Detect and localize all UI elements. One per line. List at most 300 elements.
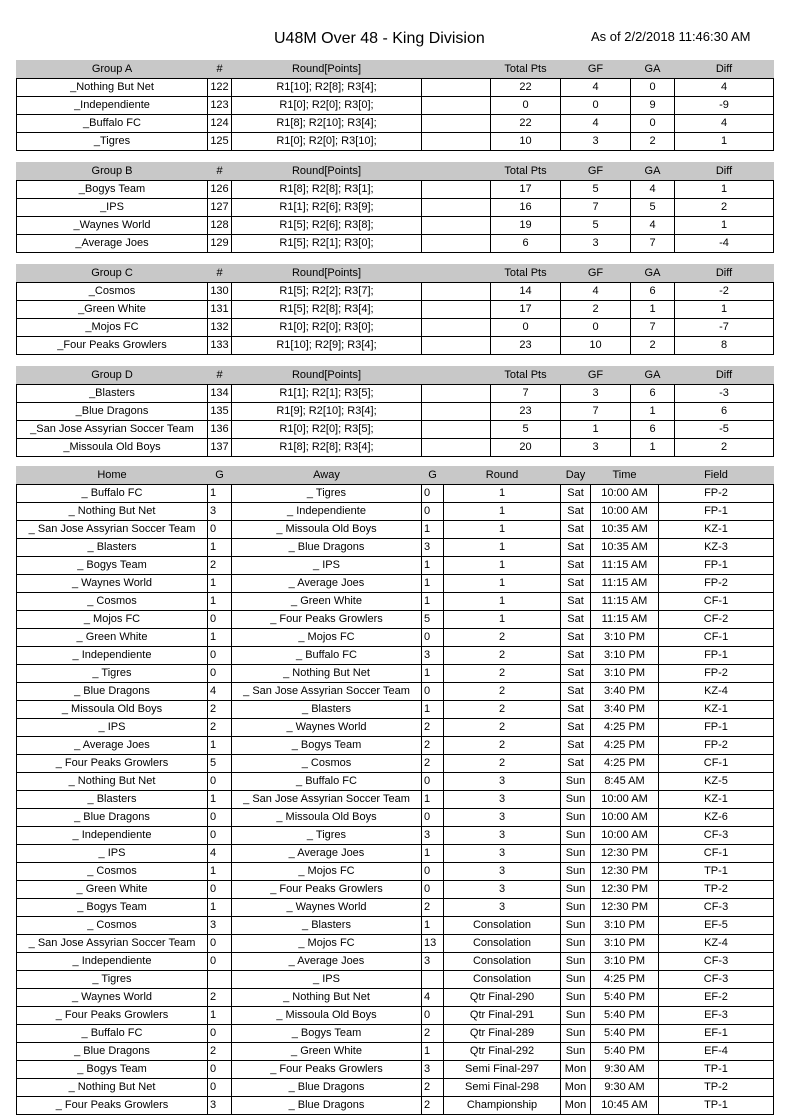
away-goals: 2 (422, 755, 444, 773)
blank-cell (422, 97, 491, 115)
table-row (17, 79, 774, 97)
home-team: _ Bogys Team (17, 899, 208, 917)
away-goals: 3 (422, 1061, 444, 1079)
team-number: 126 (208, 181, 232, 199)
goal-diff: 1 (675, 217, 774, 235)
day: Sun (561, 791, 591, 809)
table-row (17, 575, 774, 593)
away-goals-header: G (422, 467, 444, 485)
home-team: _ Green White (17, 629, 208, 647)
group-table (16, 264, 774, 355)
time: 5:40 PM (591, 989, 659, 1007)
round: 1 (444, 611, 561, 629)
home-goals-header: G (208, 467, 232, 485)
table-row (17, 1061, 774, 1079)
away-goals: 0 (422, 773, 444, 791)
table-row (17, 593, 774, 611)
away-goals: 0 (422, 503, 444, 521)
blank-cell (422, 319, 491, 337)
field: TP-2 (659, 1079, 774, 1097)
schedule-table (16, 466, 774, 1115)
home-goals: 1 (208, 863, 232, 881)
away-goals: 0 (422, 629, 444, 647)
away-team: _ Nothing But Net (232, 665, 422, 683)
away-team: _ Mojos FC (232, 935, 422, 953)
away-team: _ Mojos FC (232, 629, 422, 647)
team-number: 130 (208, 283, 232, 301)
table-row (17, 301, 774, 319)
time: 12:30 PM (591, 881, 659, 899)
day: Sun (561, 953, 591, 971)
column-header (422, 265, 491, 283)
round: 3 (444, 863, 561, 881)
round: 2 (444, 665, 561, 683)
table-row (17, 773, 774, 791)
round-header: Round (444, 467, 561, 485)
round-points: R1[5]; R2[6]; R3[8]; (232, 217, 422, 235)
round: 3 (444, 899, 561, 917)
away-goals: 1 (422, 575, 444, 593)
team-name: _Mojos FC (17, 319, 208, 337)
home-team: _ Tigres (17, 971, 208, 989)
time: 3:10 PM (591, 647, 659, 665)
blank-cell (422, 385, 491, 403)
column-header: Diff (675, 163, 774, 181)
day: Sun (561, 845, 591, 863)
table-row (17, 217, 774, 235)
away-team: _ Green White (232, 1043, 422, 1061)
day: Sun (561, 899, 591, 917)
round: 3 (444, 845, 561, 863)
total-points: 23 (491, 403, 561, 421)
table-row (17, 1007, 774, 1025)
home-goals: 1 (208, 575, 232, 593)
round: 1 (444, 485, 561, 503)
home-team: _ Cosmos (17, 917, 208, 935)
team-name: _Missoula Old Boys (17, 439, 208, 457)
goal-diff: -2 (675, 283, 774, 301)
home-goals: 0 (208, 1061, 232, 1079)
blank-cell (422, 283, 491, 301)
column-header: # (208, 265, 232, 283)
goal-diff: 2 (675, 439, 774, 457)
day: Sat (561, 755, 591, 773)
team-name: _Green White (17, 301, 208, 319)
blank-cell (422, 79, 491, 97)
time: 10:35 AM (591, 539, 659, 557)
round: 2 (444, 629, 561, 647)
table-row (17, 503, 774, 521)
column-header: GA (631, 61, 675, 79)
table-row (17, 755, 774, 773)
total-points: 6 (491, 235, 561, 253)
team-number: 122 (208, 79, 232, 97)
away-team: _ Blasters (232, 701, 422, 719)
home-goals: 1 (208, 899, 232, 917)
column-header: # (208, 367, 232, 385)
away-team: _ Blue Dragons (232, 539, 422, 557)
column-header: Round[Points] (232, 367, 422, 385)
home-team: _ Four Peaks Growlers (17, 1097, 208, 1115)
total-points: 10 (491, 133, 561, 151)
away-goals: 1 (422, 917, 444, 935)
round-points: R1[5]; R2[8]; R3[4]; (232, 301, 422, 319)
day: Sun (561, 881, 591, 899)
team-name: _Cosmos (17, 283, 208, 301)
home-goals: 0 (208, 809, 232, 827)
day: Sat (561, 629, 591, 647)
field-header: Field (659, 467, 774, 485)
table-row (17, 611, 774, 629)
away-team: _ Average Joes (232, 953, 422, 971)
total-points: 14 (491, 283, 561, 301)
table-row (17, 521, 774, 539)
away-goals: 0 (422, 809, 444, 827)
table-row (17, 737, 774, 755)
home-team: _ Nothing But Net (17, 773, 208, 791)
home-goals: 0 (208, 953, 232, 971)
goals-for: 0 (561, 319, 631, 337)
goals-for: 5 (561, 181, 631, 199)
round: 2 (444, 755, 561, 773)
total-points: 16 (491, 199, 561, 217)
column-header: Total Pts (491, 265, 561, 283)
away-goals: 0 (422, 683, 444, 701)
column-header: Diff (675, 367, 774, 385)
home-goals: 1 (208, 539, 232, 557)
round-points: R1[10]; R2[9]; R3[4]; (232, 337, 422, 355)
home-team: _ Green White (17, 881, 208, 899)
away-team: _ Waynes World (232, 719, 422, 737)
group-table (16, 60, 774, 151)
field: KZ-4 (659, 935, 774, 953)
day: Sun (561, 809, 591, 827)
round: 1 (444, 539, 561, 557)
away-team: _ Missoula Old Boys (232, 1007, 422, 1025)
blank-cell (422, 181, 491, 199)
goals-for: 7 (561, 403, 631, 421)
total-points: 5 (491, 421, 561, 439)
day: Sun (561, 917, 591, 935)
away-team: _ Nothing But Net (232, 989, 422, 1007)
goal-diff: 6 (675, 403, 774, 421)
table-row (17, 989, 774, 1007)
day: Sun (561, 989, 591, 1007)
table-row (17, 319, 774, 337)
field: FP-1 (659, 647, 774, 665)
goals-against: 6 (631, 421, 675, 439)
goal-diff: 8 (675, 337, 774, 355)
round: 1 (444, 503, 561, 521)
team-name: _Average Joes (17, 235, 208, 253)
goals-against: 1 (631, 301, 675, 319)
blank-cell (422, 199, 491, 217)
column-header: Total Pts (491, 61, 561, 79)
away-team: _ IPS (232, 971, 422, 989)
home-goals: 4 (208, 845, 232, 863)
field: TP-1 (659, 1097, 774, 1115)
table-row (17, 1079, 774, 1097)
table-row (17, 701, 774, 719)
goals-for: 0 (561, 97, 631, 115)
goal-diff: 1 (675, 181, 774, 199)
day: Sat (561, 611, 591, 629)
column-header: Round[Points] (232, 61, 422, 79)
goals-for: 1 (561, 421, 631, 439)
field: CF-2 (659, 611, 774, 629)
field: TP-2 (659, 881, 774, 899)
team-number: 134 (208, 385, 232, 403)
away-goals: 13 (422, 935, 444, 953)
team-number: 129 (208, 235, 232, 253)
table-row (17, 235, 774, 253)
round-points: R1[8]; R2[8]; R3[1]; (232, 181, 422, 199)
team-number: 133 (208, 337, 232, 355)
goals-for: 7 (561, 199, 631, 217)
away-team: _ Bogys Team (232, 737, 422, 755)
day: Sun (561, 1007, 591, 1025)
time: 11:15 AM (591, 575, 659, 593)
field: KZ-6 (659, 809, 774, 827)
team-number: 128 (208, 217, 232, 235)
day: Sun (561, 827, 591, 845)
away-team: _ Independiente (232, 503, 422, 521)
home-team: _ Independiente (17, 647, 208, 665)
home-team: _ Mojos FC (17, 611, 208, 629)
round: Consolation (444, 953, 561, 971)
away-goals: 2 (422, 719, 444, 737)
time: 5:40 PM (591, 1007, 659, 1025)
day: Sat (561, 737, 591, 755)
column-header: Diff (675, 61, 774, 79)
day: Sun (561, 1043, 591, 1061)
away-goals: 1 (422, 665, 444, 683)
away-goals: 0 (422, 881, 444, 899)
goals-against: 6 (631, 385, 675, 403)
time: 10:00 AM (591, 827, 659, 845)
time: 9:30 AM (591, 1061, 659, 1079)
time: 11:15 AM (591, 557, 659, 575)
blank-cell (422, 337, 491, 355)
day: Mon (561, 1097, 591, 1115)
round: Qtr Final-292 (444, 1043, 561, 1061)
away-team: _ Cosmos (232, 755, 422, 773)
away-team: _ San Jose Assyrian Soccer Team (232, 791, 422, 809)
day: Sat (561, 719, 591, 737)
round: Consolation (444, 917, 561, 935)
round: 1 (444, 557, 561, 575)
time: 5:40 PM (591, 1043, 659, 1061)
round: 2 (444, 647, 561, 665)
day: Sat (561, 683, 591, 701)
team-name: _Buffalo FC (17, 115, 208, 133)
team-number: 137 (208, 439, 232, 457)
away-team: _ Average Joes (232, 845, 422, 863)
goals-for: 4 (561, 79, 631, 97)
home-team: _ Cosmos (17, 863, 208, 881)
home-team: _ San Jose Assyrian Soccer Team (17, 521, 208, 539)
away-team: _ Mojos FC (232, 863, 422, 881)
day: Sat (561, 665, 591, 683)
column-header: GA (631, 163, 675, 181)
field: FP-2 (659, 737, 774, 755)
time: 12:30 PM (591, 845, 659, 863)
column-header (422, 163, 491, 181)
group-table (16, 366, 774, 457)
field: FP-2 (659, 485, 774, 503)
field: CF-3 (659, 899, 774, 917)
goals-for: 5 (561, 217, 631, 235)
away-goals: 0 (422, 485, 444, 503)
round: Championship (444, 1097, 561, 1115)
goals-against: 0 (631, 115, 675, 133)
home-team: _ Missoula Old Boys (17, 701, 208, 719)
field: TP-1 (659, 1061, 774, 1079)
group-name: Group C (17, 265, 208, 283)
day: Sat (561, 503, 591, 521)
time: 10:00 AM (591, 791, 659, 809)
home-team: _ Blasters (17, 791, 208, 809)
round-points: R1[1]; R2[6]; R3[9]; (232, 199, 422, 217)
table-row (17, 385, 774, 403)
field: CF-1 (659, 755, 774, 773)
table-row (17, 935, 774, 953)
goal-diff: -5 (675, 421, 774, 439)
day: Sun (561, 863, 591, 881)
round-points: R1[9]; R2[10]; R3[4]; (232, 403, 422, 421)
round: 2 (444, 719, 561, 737)
table-row (17, 115, 774, 133)
home-goals: 0 (208, 1025, 232, 1043)
away-goals: 3 (422, 647, 444, 665)
goals-against: 4 (631, 181, 675, 199)
home-goals: 0 (208, 1079, 232, 1097)
table-row (17, 337, 774, 355)
total-points: 23 (491, 337, 561, 355)
goal-diff: 1 (675, 133, 774, 151)
home-goals: 0 (208, 521, 232, 539)
goals-for: 3 (561, 385, 631, 403)
home-goals: 2 (208, 557, 232, 575)
table-row (17, 863, 774, 881)
time: 3:10 PM (591, 917, 659, 935)
time: 3:40 PM (591, 683, 659, 701)
round-points: R1[0]; R2[0]; R3[0]; (232, 97, 422, 115)
away-team: _ Blue Dragons (232, 1079, 422, 1097)
home-goals: 0 (208, 773, 232, 791)
round: 2 (444, 683, 561, 701)
table-row (17, 421, 774, 439)
total-points: 22 (491, 79, 561, 97)
field: EF-1 (659, 1025, 774, 1043)
away-goals: 1 (422, 791, 444, 809)
round-points: R1[8]; R2[8]; R3[4]; (232, 439, 422, 457)
table-row (17, 971, 774, 989)
team-name: _Tigres (17, 133, 208, 151)
day: Sat (561, 521, 591, 539)
round: Semi Final-297 (444, 1061, 561, 1079)
goals-for: 4 (561, 283, 631, 301)
table-row (17, 953, 774, 971)
away-team: _ Buffalo FC (232, 773, 422, 791)
team-name: _Independiente (17, 97, 208, 115)
home-team: _ Blue Dragons (17, 1043, 208, 1061)
goals-against: 9 (631, 97, 675, 115)
goals-for: 3 (561, 439, 631, 457)
field: TP-1 (659, 863, 774, 881)
goals-for: 2 (561, 301, 631, 319)
table-row (17, 791, 774, 809)
table-row (17, 683, 774, 701)
round-points: R1[5]; R2[2]; R3[7]; (232, 283, 422, 301)
field: FP-2 (659, 665, 774, 683)
goals-against: 4 (631, 217, 675, 235)
away-team: _ Missoula Old Boys (232, 809, 422, 827)
round-points: R1[0]; R2[0]; R3[0]; (232, 319, 422, 337)
field: CF-3 (659, 971, 774, 989)
field: KZ-1 (659, 701, 774, 719)
home-goals: 0 (208, 611, 232, 629)
round-points: R1[5]; R2[1]; R3[0]; (232, 235, 422, 253)
away-team: _ Four Peaks Growlers (232, 611, 422, 629)
column-header (422, 61, 491, 79)
day: Sat (561, 593, 591, 611)
away-header: Away (232, 467, 422, 485)
column-header: Round[Points] (232, 163, 422, 181)
home-goals: 1 (208, 593, 232, 611)
time: 10:35 AM (591, 521, 659, 539)
table-row (17, 881, 774, 899)
table-row (17, 97, 774, 115)
round: 1 (444, 521, 561, 539)
home-team: _ San Jose Assyrian Soccer Team (17, 935, 208, 953)
home-team: _ Nothing But Net (17, 503, 208, 521)
column-header: GF (561, 61, 631, 79)
away-goals (422, 971, 444, 989)
time: 8:45 AM (591, 773, 659, 791)
away-team: _ Blue Dragons (232, 1097, 422, 1115)
round: 1 (444, 593, 561, 611)
column-header: # (208, 61, 232, 79)
group-name: Group B (17, 163, 208, 181)
field: EF-4 (659, 1043, 774, 1061)
round: 2 (444, 737, 561, 755)
table-row (17, 283, 774, 301)
home-team: _ Cosmos (17, 593, 208, 611)
round-points: R1[1]; R2[1]; R3[5]; (232, 385, 422, 403)
goals-against: 1 (631, 439, 675, 457)
away-goals: 1 (422, 701, 444, 719)
home-team: _ Buffalo FC (17, 485, 208, 503)
home-goals: 3 (208, 1097, 232, 1115)
away-goals: 1 (422, 845, 444, 863)
away-goals: 3 (422, 827, 444, 845)
home-team: _ Four Peaks Growlers (17, 1007, 208, 1025)
time: 9:30 AM (591, 1079, 659, 1097)
total-points: 0 (491, 97, 561, 115)
team-name: _Waynes World (17, 217, 208, 235)
away-goals: 2 (422, 1025, 444, 1043)
away-team: _ San Jose Assyrian Soccer Team (232, 683, 422, 701)
away-goals: 2 (422, 737, 444, 755)
team-number: 124 (208, 115, 232, 133)
table-row (17, 1097, 774, 1115)
goal-diff: 2 (675, 199, 774, 217)
page-title: U48M Over 48 - King Division (274, 30, 485, 47)
away-team: _ Bogys Team (232, 1025, 422, 1043)
away-goals: 1 (422, 521, 444, 539)
time: 3:10 PM (591, 935, 659, 953)
